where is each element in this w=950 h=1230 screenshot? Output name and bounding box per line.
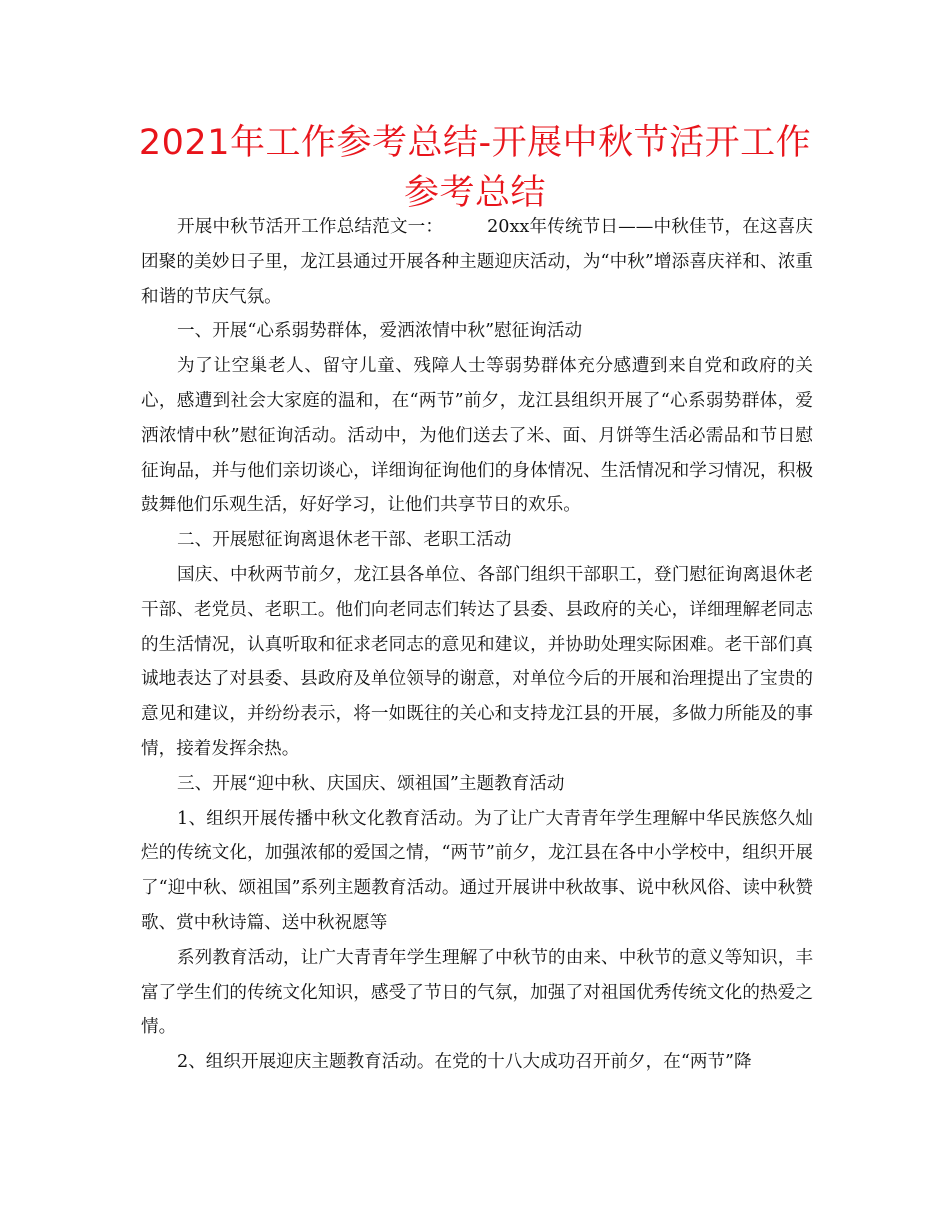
document-title: 2021年工作参考总结-开展中秋节活开工作参考总结 <box>138 123 812 213</box>
paragraph: 1、组织开展传播中秋文化教育活动。为了让广大青青年学生理解中华民族悠久灿烂的传统文化，加强浓郁的爱国之情，“两节”前夕，龙江县在各中小学校中，组织开展了“迎中秋、颂祖国”系列主题教育活动。通过开展讲中秋故事、说中秋风俗、读中秋赞歌、赏中秋诗篇、送中秋祝愿等 <box>141 808 813 933</box>
section-heading-2: 二、开展慰征询离退休老干部、老职工活动 <box>177 530 512 551</box>
paragraph: 系列教育活动，让广大青青年学生理解了中秋节的由来、中秋节的意义等知识，丰富了学生们的传统文化知识，感受了节日的气氛，加强了对祖国优秀传统文化的热爱之情。 <box>141 947 813 1038</box>
intro-paragraph <box>141 210 813 314</box>
paragraph: 国庆、中秋两节前夕，龙江县各单位、各部门组织干部职工，登门慰征询离退休老干部、老党员、老职工。他们向老同志们转达了县委、县政府的关心，详细理解老同志的生活情况，认真听取和征求老同志的意见和建议，并协助处理实际困难。老干部们真诚地表达了对县委、县政府及单位领导的谢意，对单位今后的开展和治理提出了宝贵的意见和建议，并纷纷表示，将一如既往的关心和支持龙江县的开展，多做力所能及的事情，接着发挥余热。 <box>141 564 813 759</box>
section-heading-1: 一、开展“心系弱势群体，爱洒浓情中秋”慰征询活动 <box>177 321 583 342</box>
paragraph: 为了让空巢老人、留守儿童、残障人士等弱势群体充分感遭到来自党和政府的关心，感遭到社会大家庭的温和，在“两节”前夕，龙江县组织开展了“心系弱势群体，爱洒浓情中秋”慰征询活动。活动中，为他们送去了米、面、月饼等生活必需品和节日慰征询品，并与他们亲切谈心，详细询征询他们的身体情况、生活情况和学习情况，积极鼓舞他们乐观生活，好好学习，让他们共享节日的欢乐。 <box>141 356 813 516</box>
document-body <box>141 210 813 1080</box>
section-heading-3: 三、开展“迎中秋、庆国庆、颂祖国”主题教育活动 <box>177 773 565 794</box>
paragraph: 2、组织开展迎庆主题教育活动。在党的十八大成功召开前夕，在“两节”降 <box>177 1052 752 1073</box>
intro-text: 20xx年传统节日——中秋佳节，在这喜庆团聚的美妙日子里，龙江县通过开展各种主题迎庆活动，为“中秋”增添喜庆祥和、浓重和谐的节庆气氛。 <box>141 217 813 307</box>
intro-label: 开展中秋节活开工作总结范文一： <box>177 217 444 237</box>
